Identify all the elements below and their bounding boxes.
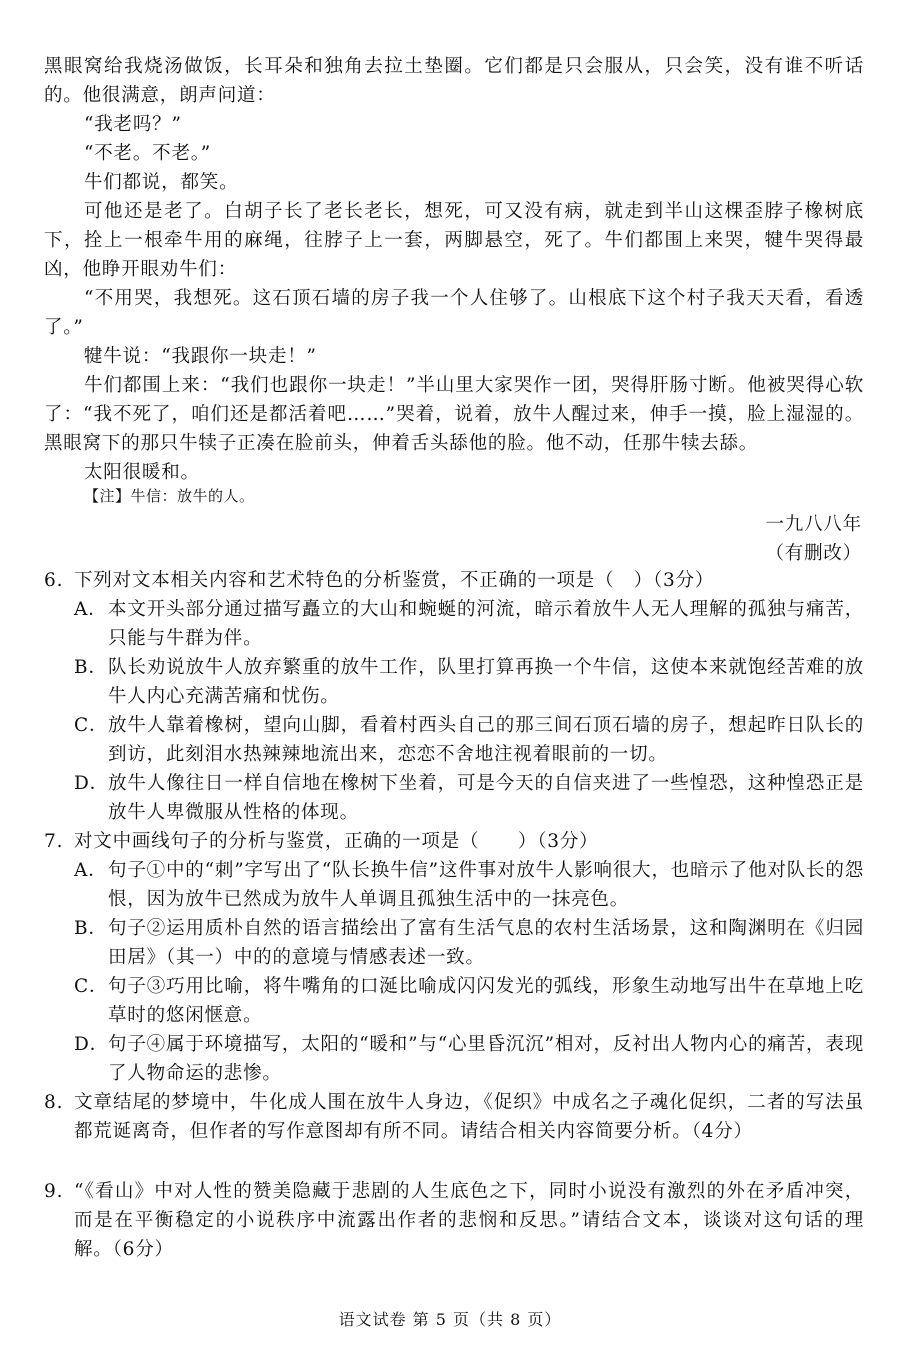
footnote: 【注】牛信：放牛的人。: [84, 487, 255, 505]
option-text: 队长劝说放牛人放弃繁重的放牛工作，队里打算再换一个牛信，这使本来就饱经苦难的放牛人内心充满苦痛和忧伤。: [108, 657, 864, 707]
question-8: [44, 1088, 864, 1146]
question-9: [44, 1177, 864, 1264]
option-text: 句子④属于环境描写，太阳的“暖和”与“心里昏沉沉”相对，反衬出人物内心的痛苦，表现了人物命运的悲惨。: [108, 1034, 864, 1084]
question-text: “《看山》中对人性的赞美隐藏于悲剧的人生底色之下，同时小说没有激烈的外在矛盾冲突，而是在平衡稳定的小说秩序中流露出作者的悲悯和反思。”请结合文本，谈谈对这句话的理解。（6分）: [74, 1181, 864, 1260]
option-text: 本文开头部分通过描写矗立的大山和蜿蜒的河流，暗示着放牛人无人理解的孤独与痛苦，只能与牛群为伴。: [108, 599, 864, 649]
question-7-option-b: [74, 914, 864, 972]
option-text: 句子③巧用比喻，将牛嘴角的口涎比喻成闪闪发光的弧线，形象生动地写出牛在草地上吃草时的悠闲惬意。: [108, 976, 864, 1026]
option-text: 放牛人像往日一样自信地在橡树下坐着，可是今天的自信夹进了一些惶恐，这种惶恐正是放牛人卑微服从性格的体现。: [108, 773, 864, 823]
option-label: C．: [74, 976, 109, 997]
option-label: D．: [74, 1034, 109, 1055]
question-6-option-a: [74, 595, 864, 653]
story-paragraph: “我老吗？”: [84, 114, 182, 135]
question-number: 9.: [44, 1181, 64, 1202]
story-paragraph: 犍牛说：“我跟你一块走！”: [84, 346, 317, 367]
story-year: 一九八八年: [765, 514, 862, 535]
story-paragraph: 牛们都围上来：“我们也跟你一块走！”半山里大家哭作一团，哭得肝肠寸断。他被哭得心软了：“我不死了，咱们还是都活着吧……”哭着，说着，放牛人醒过来，伸手一摸，脸上湿湿的。黑眼窝下的那只牛犊子正凑在脸前头，伸着舌头舔他的脸。他不动，任那牛犊去舔。: [44, 375, 864, 454]
option-text: 放牛人靠着橡树，望向山脚，看着村西头自己的那三间石顶石墙的房子，想起昨日队长的到访，此刻泪水热辣辣地流出来，恋恋不舍地注视着眼前的一切。: [108, 715, 864, 765]
question-number: 8.: [44, 1092, 64, 1113]
option-label: B．: [74, 657, 108, 678]
question-number: 6.: [44, 570, 64, 591]
story-paragraph: 太阳很暖和。: [84, 462, 200, 483]
question-text: 下列对文本相关内容和艺术特色的分析鉴赏，不正确的一项是（ ）（3分）: [74, 570, 715, 591]
story-paragraph: 牛们都说，都笑。: [84, 172, 239, 193]
option-label: D．: [74, 773, 109, 794]
option-label: A．: [74, 599, 108, 620]
question-7-option-a: [74, 856, 864, 914]
question-7-option-d: [74, 1030, 864, 1088]
option-label: C．: [74, 715, 109, 736]
question-7: [44, 827, 864, 856]
question-6: [44, 566, 864, 595]
option-label: A．: [74, 860, 108, 881]
story-paragraph: “不老。不老。”: [84, 143, 212, 164]
question-text: 对文中画线句子的分析与鉴赏，正确的一项是（ ）（3分）: [74, 831, 599, 852]
option-label: B．: [74, 918, 108, 939]
option-text: 句子①中的“刺”字写出了“队长换牛信”这件事对放牛人影响很大，也暗示了他对队长的怨恨，因为放牛已然成为放牛人单调且孤独生活中的一抹亮色。: [108, 860, 864, 910]
question-6-option-d: [74, 769, 864, 827]
question-6-option-c: [74, 711, 864, 769]
question-7-option-c: [74, 972, 864, 1030]
question-number: 7.: [44, 831, 64, 852]
question-text: 文章结尾的梦境中，牛化成人围在放牛人身边，《促织》中成名之子魂化促织，二者的写法虽都荒诞离奇，但作者的写作意图却有所不同。请结合相关内容简要分析。（4分）: [74, 1092, 864, 1142]
story-paragraph: 黑眼窝给我烧汤做饭，长耳朵和独角去拉土垫圈。它们都是只会服从，只会笑，没有谁不听话的。他很满意，朗声问道：: [44, 56, 864, 106]
story-paragraph: “不用哭，我想死。这石顶石墙的房子我一个人住够了。山根底下这个村子我天天看，看透了。”: [44, 288, 864, 338]
page-footer: 语文试卷 第 5 页（共 8 页）: [338, 1310, 562, 1329]
story-paragraph: 可他还是老了。白胡子长了老长老长，想死，可又没有病，就走到半山这棵歪脖子橡树底下，拴上一根牵牛用的麻绳，往脖子上一套，两脚悬空，死了。牛们都围上来哭，犍牛哭得最凶，他睁开眼劝牛们：: [44, 201, 864, 280]
option-text: 句子②运用质朴自然的语言描绘出了富有生活气息的农村生活场景，这和陶渊明在《归园田居》（其一）中的的意境与情感表述一致。: [108, 918, 864, 968]
question-6-option-b: [74, 653, 864, 711]
story-adapted-note: （有删改）: [765, 543, 862, 564]
